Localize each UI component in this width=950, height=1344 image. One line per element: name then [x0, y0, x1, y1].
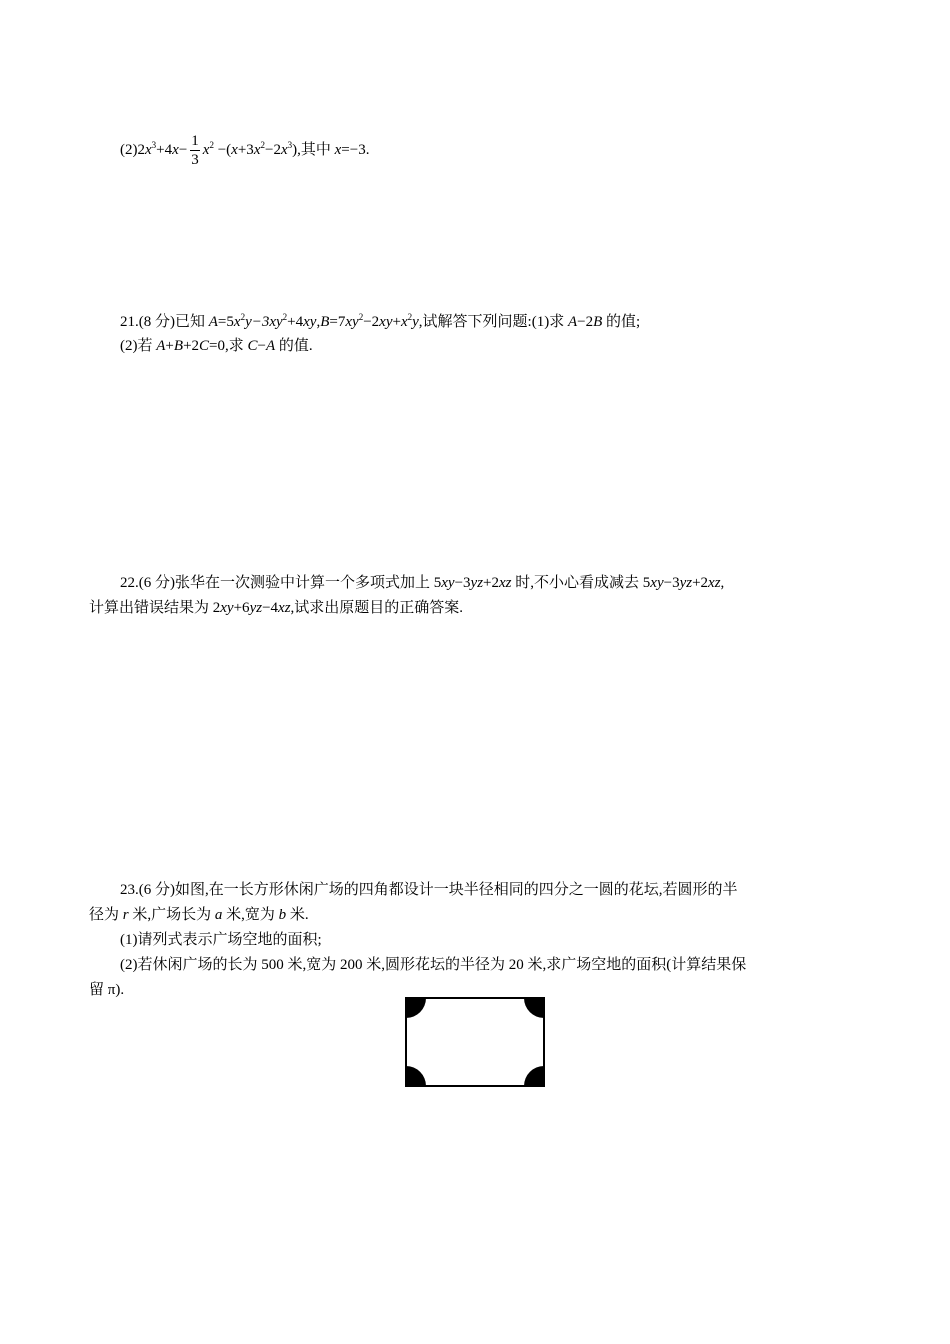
- problem-22-line-1: 22.(6 分)张华在一次测验中计算一个多项式加上 5xy−3yz+2xz 时,不小心看成减去 5xy−3yz+2xz,: [120, 575, 725, 591]
- plaza-figure: [405, 997, 545, 1087]
- fraction-one-third: $\frac{1}{3}$: [191, 133, 199, 168]
- problem-21-line-1: 21.(8 分)已知 $A=5x^2y-3xy^2+4xy,B=7xy^2-2xy+x^2y$,试解答下列问题:(1)求 A−2B 的值;: [120, 312, 641, 330]
- problem-23-part-1: (1)请列式表示广场空地的面积;: [120, 932, 322, 948]
- problem-23-line-1: 23.(6 分)如图,在一长方形休闲广场的四角都设计一块半径相同的四分之一圆的花坛,若圆形的半: [120, 882, 738, 898]
- problem-23-part-2-cont: 留 π).: [89, 982, 125, 998]
- problem-22-line-2: 计算出错误结果为 2xy+6yz−4xz,试求出原题目的正确答案.: [89, 600, 464, 616]
- problem-23-part-2: (2)若休闲广场的长为 500 米,宽为 200 米,圆形花坛的半径为 20 米,求广场空地的面积(计算结果保: [120, 957, 747, 973]
- problem-23-line-2: 径为 r 米,广场长为 a 米,宽为 b 米.: [89, 907, 309, 923]
- plaza-rectangle: [406, 998, 544, 1086]
- problem-20-part-2: $(2)2x^3+4x-$ $\frac{1}{3}$ $x^2 -(x+3x^2-2x^3)$,其中 x=−3.: [120, 133, 370, 168]
- problem-21-line-2: (2)若 A+B+2C=0,求 C−A 的值.: [120, 338, 313, 354]
